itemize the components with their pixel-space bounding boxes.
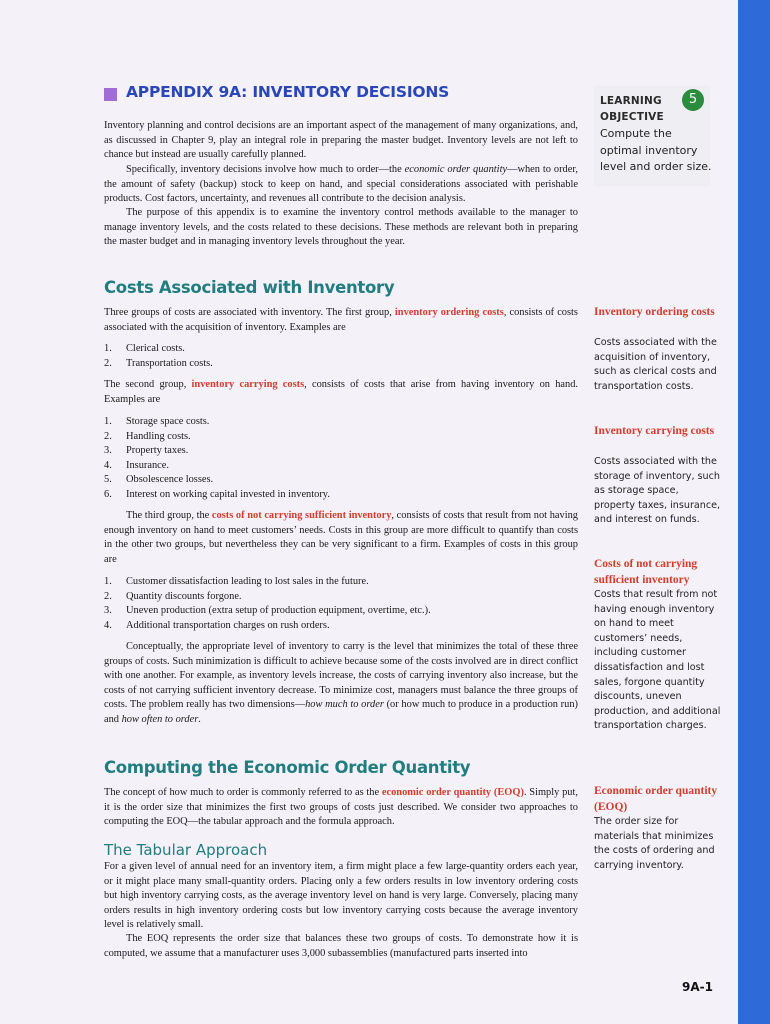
learning-objective-text: Compute the optimal inventory level and order size. [600,127,712,173]
carrying-costs-list [104,415,578,503]
list-item-text: Storage space costs. [126,416,210,427]
list-item-number: 4. [104,619,112,631]
list-item-text: Interest on working capital invested in inventory. [126,488,330,500]
costs-p4-text-end: . [198,713,201,725]
costs-p3-text: The third group, the [126,510,212,521]
list-item-number: 5. [104,474,112,486]
eoq-p1-text-end: . Simply put, it is the order size that minimizes the first two groups of costs just described. We consider two approaches to computing the EOQ—the tabular approach and the formula approach. [104,787,578,828]
emphasis-how-much-to-order: how much to order [305,699,384,711]
list-item [104,342,578,357]
learning-objective-heading [600,93,664,125]
not-carrying-costs-list [104,575,578,633]
costs-p1-text-end: , consists of costs associated with the acquisition of inventory. Examples are [104,307,578,333]
list-item-text: Additional transportation charges on rush orders. [126,619,330,631]
list-item-text: Insurance. [126,459,169,471]
edge-color-bar [738,0,770,1024]
list-item [104,430,578,445]
list-item-number: 1. [104,576,112,587]
term-economic-order-quantity: economic order quantity (EOQ) [381,787,524,798]
costs-p2-text-end: , consists of costs that arise from having inventory on hand. Examples are [104,379,579,405]
margin-term-not-carrying: Costs of not carrying sufficient inventory [594,558,698,586]
list-item-number: 2. [104,590,112,602]
list-item-number: 2. [104,430,112,442]
term-costs-of-not-carrying: costs of not carrying sufficient inventory [211,510,392,521]
margin-def-not-carrying: Costs that result from not having enough inventory on hand to meet customers’ needs, including customer dissatisfaction and lost sales, forgone quantity discounts, uneven production, and additional transportation charges. [594,589,721,732]
learning-objective-number-badge: 5 [682,89,704,111]
list-item-text: Clerical costs. [126,343,185,354]
list-item [104,604,578,619]
costs-paragraph-4 [104,640,578,728]
margin-term-eoq: Economic order quantity (EOQ) [594,785,718,813]
list-item-number: 3. [104,605,112,617]
list-item-text: Handling costs. [126,430,191,442]
intro-p2-text-end: —when to order, the amount of safety (backup) stock to keep on hand, and special considerations associated with perishable products. Cost factors, uncertainty, and revenues all contribute to the decision analysis. [104,164,579,205]
tabular-approach-heading: The Tabular Approach [104,841,268,859]
eoq-paragraph-2: For a given level of annual need for an inventory item, a firm might place a few large-quantity orders each year, or it might place many small-quantity orders. Placing only a few orders results in low inventory ordering costs but high inventory carrying costs, as the average inventory level on hand is very large. Conversely, placing many orders results in high inventory ordering costs but low inventory carrying costs because the average inventory level is relatively small. [104,861,578,931]
intro-p2-emphasis: economic order quantity [404,164,508,175]
emphasis-how-often-to-order: how often to order [121,713,199,725]
margin-term-ordering: Inventory ordering costs [594,306,715,318]
list-item [104,590,578,605]
costs-p1-text: Three groups of costs are associated with inventory. The first group, [104,307,395,318]
term-inventory-carrying-costs: inventory carrying costs [191,379,305,390]
intro-paragraph-1: Inventory planning and control decisions are an important aspect of the management of many organizations, and, as discussed in Chapter 9, play an integral role in preparing the master budget. Inventory levels are not left to chance but instead are usually carefully planned. [104,120,578,161]
costs-p4-text: Conceptually, the appropriate level of inventory to carry is the level that minimizes the total of these three groups of costs. Such minimization is difficult to achieve because some of the costs involved are in direct conflict with one another. For example, as inventory levels increase, the costs of carrying inventory also increase, but the costs of not carrying sufficient inventory decrease. To minimize cost, managers must balance the three groups of costs. The problem really has two dimensions— [104,641,578,711]
ordering-costs-list [104,342,578,371]
list-item-number: 6. [104,488,112,500]
eoq-p1-text: The concept of how much to order is commonly referred to as the [104,787,382,798]
margin-def-ordering: Costs associated with the acquisition of inventory, such as clerical costs and transportation costs. [594,337,717,392]
eoq-paragraph-1 [104,786,578,830]
costs-section-heading: Costs Associated with Inventory [104,278,395,297]
list-item-text: Quantity discounts forgone. [126,590,242,602]
appendix-title: APPENDIX 9A: INVENTORY DECISIONS [126,83,450,101]
costs-p3-text-end: , consists of costs that result from not having enough inventory on hand to meet customers’ needs. Costs in this group are more difficult to quantify than costs in the other two groups, but nevertheless they can be very significant to a firm. Examples of costs in this group are [104,510,578,565]
learning-objective-heading-line2: OBJECTIVE [600,111,664,123]
list-item-number: 4. [104,459,112,471]
list-item [104,444,578,459]
list-item [104,575,578,590]
costs-paragraph-1 [104,306,578,335]
costs-p4-text-mid: (or how much to produce in a production run) and [104,699,578,725]
learning-objective-heading-line1: LEARNING [600,95,662,107]
list-item [104,459,578,474]
list-item-text: Property taxes. [126,445,189,457]
page-number: 9A-1 [682,980,713,994]
list-item-number: 1. [104,416,112,427]
list-item [104,619,578,634]
list-item [104,357,578,372]
list-item-text: Uneven production (extra setup of production equipment, overtime, etc.). [126,605,431,617]
intro-paragraph-2 [104,163,578,207]
margin-def-eoq: The order size for materials that minimizes the costs of ordering and carrying inventory. [594,816,715,871]
intro-p2-text: Specifically, inventory decisions involve how much to order—the [126,164,405,175]
list-item [104,488,578,503]
list-item-text: Customer dissatisfaction leading to lost sales in the future. [126,576,369,587]
list-item-text: Obsolescence losses. [126,474,214,486]
costs-paragraph-2 [104,378,578,407]
eoq-paragraph-3: The EOQ represents the order size that balances these two groups of costs. To demonstrate how it is computed, we assume that a manufacturer uses 3,000 subassemblies (manufactured parts inserted into [104,933,578,959]
costs-p2-text: The second group, [104,379,192,390]
appendix-square-marker [104,88,117,101]
list-item-number: 2. [104,357,112,369]
list-item [104,473,578,488]
list-item [104,415,578,430]
costs-paragraph-3 [104,509,578,567]
list-item-number: 3. [104,445,112,457]
list-item-text: Transportation costs. [126,357,213,369]
eoq-section-heading: Computing the Economic Order Quantity [104,758,471,777]
list-item-number: 1. [104,343,112,354]
margin-def-carrying: Costs associated with the storage of inventory, such as storage space, property taxes, insurance, and interest on funds. [594,456,721,526]
term-inventory-ordering-costs: inventory ordering costs [394,307,504,318]
intro-paragraph-3: The purpose of this appendix is to examine the inventory control methods available to the manager to manage inventory levels, and the costs related to these decisions. These methods are relevant both in preparing the master budget and in managing inventory levels throughout the year. [104,207,578,248]
margin-term-carrying: Inventory carrying costs [594,425,715,437]
